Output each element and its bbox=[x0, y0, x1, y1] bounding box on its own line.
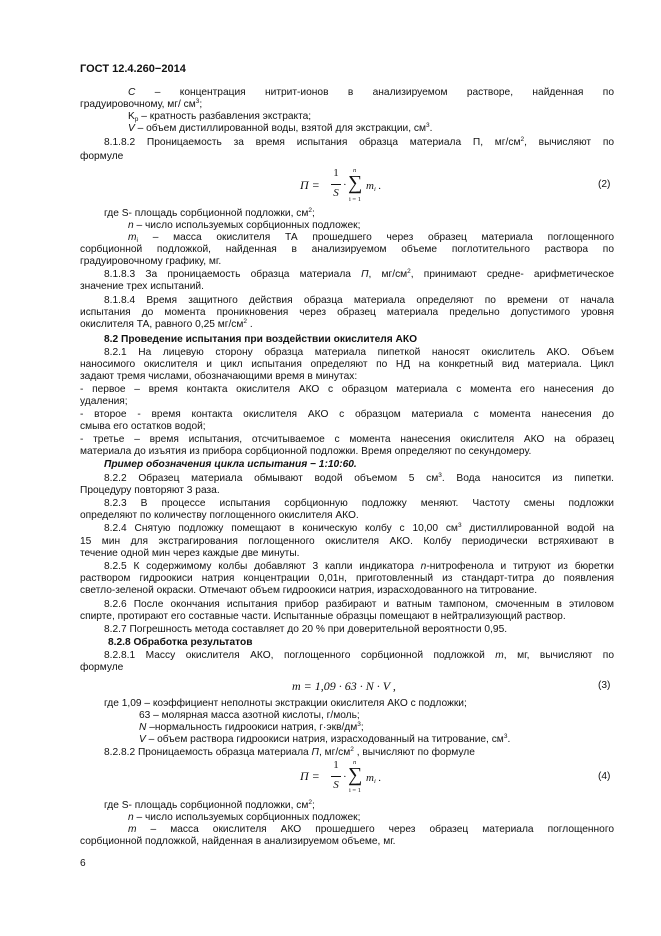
bullet-third-cont: материала до изъятия из прибора сорбционной подложки. Время определяют по секундомеру. bbox=[80, 446, 532, 457]
clause-8-2-5-cont2: светло-зеленой окраски. Отмечают объем гидроокиси натрия, израсходованного на титрование. bbox=[80, 585, 538, 596]
where3-coef: где 1,09 – коэффициент неполноты экстракции окислителя АКО с подложки; bbox=[104, 698, 467, 709]
clause-8-1-8-4-cont: испытания до момента проникновения через образец материала предельно допустимого уровня bbox=[80, 307, 614, 318]
document-header: ГОСТ 12.4.260−2014 bbox=[80, 63, 186, 75]
where3-molar: 63 – молярная масса азотной кислоты, г/моль; bbox=[139, 710, 360, 721]
eq4-term: $m_i$ . bbox=[366, 772, 382, 785]
eq4-sigma-icon: ∑ bbox=[348, 764, 363, 786]
clause-8-2-3-cont: определяют по количеству поглощенного окислителя АКО. bbox=[80, 510, 359, 521]
eq2-sigma-icon: ∑ bbox=[348, 172, 363, 194]
bullet-second-cont: смыва его остатков водой; bbox=[80, 421, 206, 432]
bullet-third: - третье – время испытания, отсчитываемое с момента нанесения окислителя АКО на образец bbox=[80, 434, 614, 445]
clause-8-2-6-cont: спирте, протирают его составные части. Испытанные образцы помещают в нейтрализующий раствор. bbox=[80, 611, 566, 622]
clause-8-2-8-1: 8.2.8.1 Массу окислителя АКО, поглощенного сорбционной подложкой m, мг, вычисляют по bbox=[104, 650, 614, 661]
eq4-lhs: П = bbox=[300, 769, 320, 783]
definition-c: C – концентрация нитрит-ионов в анализируемом растворе, найденная по bbox=[128, 87, 614, 98]
where2-m-cont: сорбционной подложкой, найденная в анализируемом объеме поглотительного раствора по bbox=[80, 244, 614, 255]
eq2-denominator: S bbox=[333, 187, 339, 199]
definition-kp: $K_p$ – кратность разбавления экстракта; bbox=[128, 111, 312, 123]
clause-8-1-8-2: 8.1.8.2 Проницаемость за время испытания образца материала П, $мг/см^2$, вычисляют по bbox=[104, 136, 614, 148]
eq4-number: (4) bbox=[598, 771, 611, 782]
clause-8-2-5-cont: раствором гидроокиси натрия концентрации 0,01н, приготовленный из стандарт-титра до появления bbox=[80, 573, 614, 584]
eq2-fraction-bar bbox=[331, 184, 341, 185]
clause-8-2-4-cont: 15 мин для экстрагирования поглощенного окислителя АКО. Колбу периодически встряхивают в bbox=[80, 536, 614, 547]
eq3-number: (3) bbox=[598, 680, 611, 691]
clause-8-1-8-3-cont: значение трех испытаний. bbox=[80, 281, 204, 292]
clause-8-1-8-2-cont: формуле bbox=[80, 151, 124, 162]
clause-8-2-7: 8.2.7 Погрешность метода составляет до 20 % при доверительной вероятности 0,95. bbox=[104, 624, 508, 635]
where2-m-cont2: градуировочному графику, мг. bbox=[80, 256, 222, 267]
eq4-sigma-top: n bbox=[353, 759, 357, 766]
clause-8-2-4: 8.2.4 Снятую подложку помещают в коническую колбу с 10,00 $см^3$ дистиллированной водой на bbox=[104, 522, 614, 534]
eq4-dot: · bbox=[343, 771, 347, 783]
eq4-denominator: S bbox=[333, 779, 339, 791]
bullet-first: - первое – время контакта окислителя АКО с образцом материала с момента его нанесения до bbox=[80, 384, 614, 395]
clause-8-2-6: 8.2.6 После окончания испытания прибор разбирают и ватным тампоном, смоченным в этиловом bbox=[104, 599, 614, 610]
where2-s: где S- площадь сорбционной подложки, $см^2$; bbox=[104, 207, 315, 219]
eq2-term: $m_i$ . bbox=[366, 180, 382, 193]
where4-n: n – число используемых сорбционных подложек; bbox=[128, 812, 361, 823]
clause-8-1-8-3: 8.1.8.3 За проницаемость образца материала П, $мг/см^2$, принимают средне- арифметическое bbox=[104, 268, 614, 280]
definition-v: V – объем дистиллированной воды, взятой для экстракции, $см^3$. bbox=[128, 122, 433, 134]
eq4-numerator: 1 bbox=[333, 759, 339, 771]
clause-8-2-8-1-cont: формуле bbox=[80, 662, 124, 673]
where4-m-cont: сорбционной подложкой, найденная в анализируемом объеме, мг. bbox=[80, 836, 396, 847]
eq2-numerator: 1 bbox=[333, 167, 339, 179]
clause-8-2-5: 8.2.5 К содержимому колбы добавляют 3 капли индикатора n-нитрофенола и титруют из бюретки bbox=[104, 561, 614, 572]
clause-8-1-8-4: 8.1.8.4 Время защитного действия образца материала определяют по времени от начала bbox=[104, 295, 614, 306]
bullet-second: - второе - время контакта окислителя АКО с образцом материала с момента нанесения до bbox=[80, 409, 614, 420]
cycle-example: Пример обозначения цикла испытания − 1:10:60. bbox=[104, 459, 357, 470]
clause-8-2-2: 8.2.2 Образец материала обмывают водой объемом 5 $см^3$. Вода наносится из пипетки. bbox=[104, 472, 614, 484]
where4-m: m – масса окислителя АКО прошедшего через образец материала поглощенного bbox=[128, 824, 614, 835]
clause-8-2-1: 8.2.1 На лицевую сторону образца материала пипеткой наносят окислитель АКО. Объем bbox=[104, 347, 614, 358]
eq2-dot: · bbox=[343, 179, 347, 191]
where2-n: n – число используемых сорбционных подложек; bbox=[128, 220, 361, 231]
page-number: 6 bbox=[80, 858, 86, 869]
eq2-number: (2) bbox=[598, 179, 611, 190]
clause-8-2-1-cont: наносимого окислителя и цикл испытания определяют по НД на конкретный вид материала. Цикл bbox=[80, 359, 614, 370]
clause-8-2-8-2: 8.2.8.2 Проницаемость образца материала П, $мг/см^2$ , вычисляют по формуле bbox=[104, 746, 475, 758]
where3-v: V – объем раствора гидроокиси натрия, израсходованный на титрование, $см^3$. bbox=[139, 733, 511, 745]
equation-3: m = 1,09 · 63 · N · V , bbox=[292, 679, 396, 693]
eq2-sigma-top: n bbox=[353, 167, 357, 174]
clause-8-2-2-cont: Процедуру повторяют 3 раза. bbox=[80, 485, 220, 496]
clause-8-2-3: 8.2.3 В процессе испытания сорбционную подложку меняют. Частоту смены подложки bbox=[104, 498, 614, 509]
definition-c-cont: градуировочному, мг/ $см^3$; bbox=[80, 98, 203, 110]
clause-8-2-4-cont2: течение одной мин через каждые две минуты. bbox=[80, 548, 300, 559]
section-8-2-heading: 8.2 Проведение испытания при воздействии окислителя АКО bbox=[104, 334, 418, 345]
where3-n: N –нормальность гидроокиси натрия, $г\cdot экв/дм^3$; bbox=[139, 721, 364, 733]
clause-8-2-1-cont2: задают тремя числами, обозначающими время в минутах: bbox=[80, 371, 358, 382]
section-8-2-8-heading: 8.2.8 Обработка результатов bbox=[108, 637, 253, 648]
bullet-first-cont: удаления; bbox=[80, 396, 128, 407]
where4-s: где S- площадь сорбционной подложки, $см^2$; bbox=[104, 799, 315, 811]
eq2-sigma-bottom: i = 1 bbox=[349, 196, 361, 203]
eq4-sigma-bottom: i = 1 bbox=[349, 787, 361, 794]
clause-8-1-8-4-cont2: окислителя ТА, равного 0,25 $мг/см^2$ . bbox=[80, 318, 253, 330]
eq4-fraction-bar bbox=[331, 776, 341, 777]
eq2-lhs: П = bbox=[300, 178, 320, 192]
where2-m: $m_i$ – масса окислителя ТА прошедшего через образец материала поглощенного bbox=[128, 232, 614, 244]
